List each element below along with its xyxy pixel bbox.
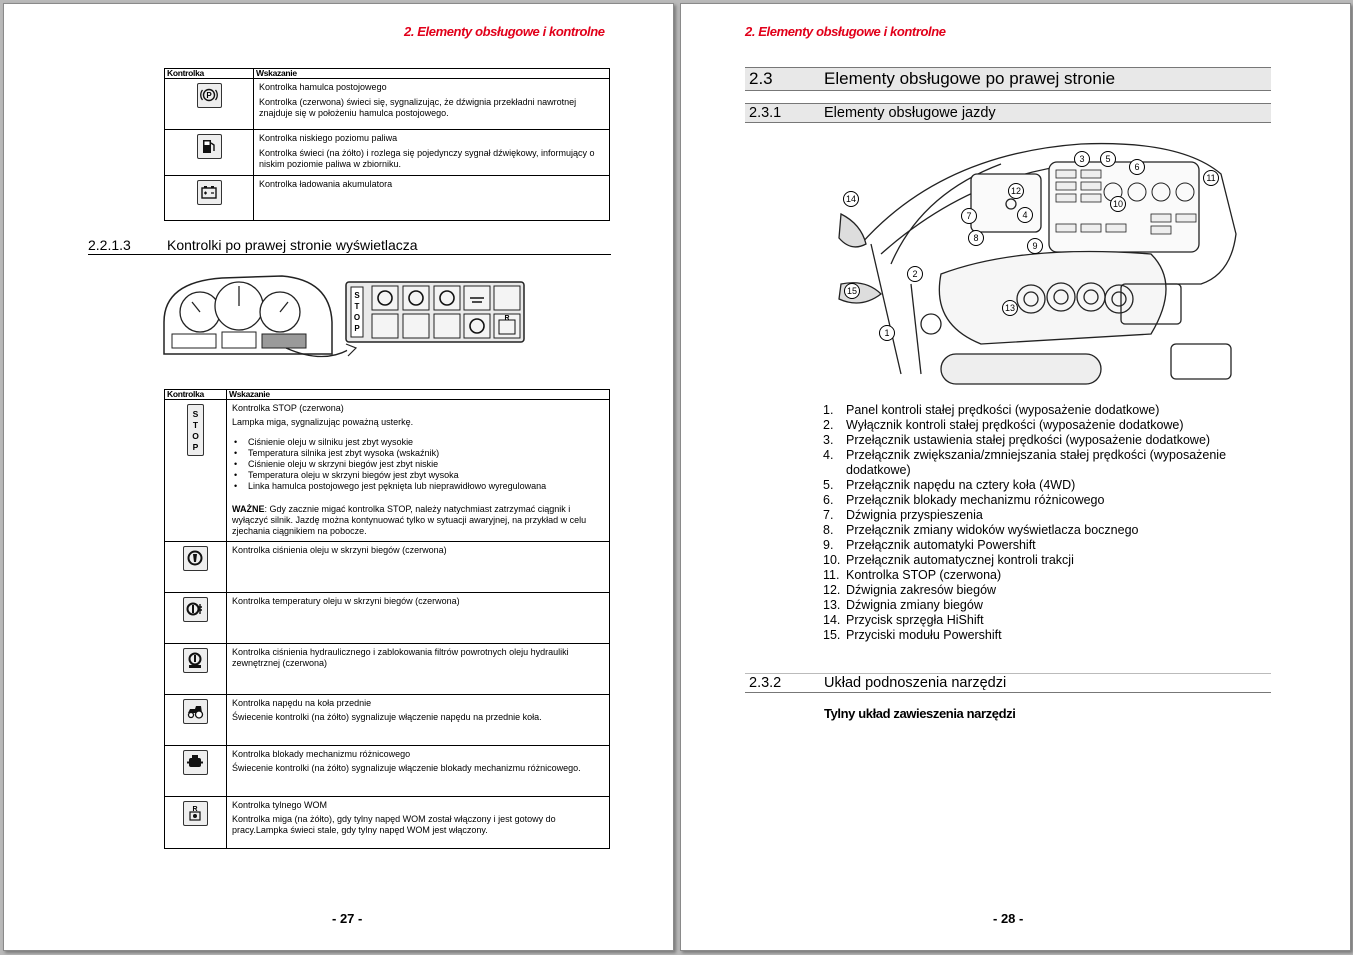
row-text: Świecenie kontrolki (na żółto) sygnalizuje włączenie napędu na przednie koła.: [232, 712, 542, 722]
parking-brake-icon: [197, 83, 222, 108]
section-title: Elementy obsługowe po prawej stronie: [824, 69, 1116, 88]
page-number: - 28 -: [993, 911, 1024, 926]
warning-text: : Gdy zacznie migać kontrolka STOP, należy natychmiast zatrzymać ciągnik i wyłączyć silnik. Jazdę można kontynuować tylko w sytuacji awaryjnej, na przykład w celu zjechania ciągnikiem na pobocze.: [232, 504, 587, 536]
row-text: Świecenie kontrolki (na żółto) sygnalizuje włączenie blokady mechanizmu różnicowego.: [232, 763, 581, 773]
callout-12: 12: [1008, 183, 1024, 199]
section-number: 2.2.1.3: [88, 237, 131, 253]
row-text: Kontrolka świeci (na żółto) i rozlega się pojedynczy sygnał dźwiękowy, informujący o niskim poziomie paliwa w zbiorniku.: [259, 148, 595, 169]
dashboard-display-figure: [162, 272, 526, 362]
section-title: Układ podnoszenia narzędzi: [824, 675, 1007, 691]
table-header-kontrolka: Kontrolka: [165, 69, 254, 79]
row-title: Kontrolka temperatury oleju w skrzyni biegów (czerwona): [232, 596, 460, 606]
table-row: [165, 79, 610, 130]
callout-5: 5: [1100, 151, 1116, 167]
list-item: 5. Przełącznik napędu na cztery koła (4WD): [823, 478, 1076, 492]
table-row: [165, 644, 610, 695]
stop-letter: P: [192, 442, 199, 452]
list-item: 15. Przyciski modułu Powershift: [823, 628, 1002, 642]
warning-lights-table-2: [164, 389, 610, 849]
list-item: 12. Dźwignia zakresów biegów: [823, 583, 997, 597]
right-page-header: 2. Elementy obsługowe i kontrolne: [745, 24, 946, 39]
cab-controls-drawing: [821, 134, 1251, 394]
list-item: 14. Przycisk sprzęgła HiShift: [823, 613, 984, 627]
figure-stop-letter: P: [354, 324, 360, 333]
list-item: 13. Dźwignia zmiany biegów: [823, 598, 983, 612]
callout-14: 14: [843, 191, 859, 207]
figure-r-label: R: [504, 315, 510, 322]
section-heading-2-3: [745, 67, 1271, 91]
stop-letter: T: [192, 420, 199, 430]
list-item: 4. Przełącznik zwiększania/zmniejszania stałej prędkości (wyposażenie dodatkowe): [823, 448, 1227, 477]
row-title: Kontrolka ciśnienia hydraulicznego i zablokowania filtrów powrotnych oleju hydrauliki zewnętrznej (czerwona): [232, 647, 569, 668]
hydraulic-filter-icon: [183, 648, 208, 673]
list-item: 6. Przełącznik blokady mechanizmu różnicowego: [823, 493, 1105, 507]
list-item: • Temperatura oleju w skrzyni biegów jest zbyt wysoka: [232, 470, 604, 481]
row-title: Kontrolka ładowania akumulatora: [259, 179, 393, 189]
warning-label: WAŻNE: [232, 504, 265, 514]
list-item: • Ciśnienie oleju w silniku jest zbyt wysokie: [232, 437, 604, 448]
callout-6: 6: [1129, 159, 1145, 175]
table-row: [165, 695, 610, 746]
list-item: 1. Panel kontroli stałej prędkości (wyposażenie dodatkowe): [823, 403, 1160, 417]
callout-7: 7: [961, 208, 977, 224]
table-header-kontrolka: Kontrolka: [165, 390, 227, 400]
row-title: Kontrolka napędu na koła przednie: [232, 698, 372, 708]
section-heading-2-3-1: [745, 103, 1271, 123]
figure-stop-letter: O: [353, 313, 361, 322]
stop-letter: S: [192, 409, 199, 419]
controls-legend-list: [823, 403, 1233, 643]
subheading: Tylny układ zawieszenia narzędzi: [824, 706, 1016, 721]
transmission-oil-pressure-icon: [183, 546, 208, 571]
callout-4: 4: [1017, 207, 1033, 223]
section-heading-2-3-2: [745, 673, 1271, 693]
list-item: • Ciśnienie oleju w skrzyni biegów jest zbyt niskie: [232, 459, 604, 470]
row-title: Kontrolka niskiego poziomu paliwa: [259, 133, 398, 143]
callout-13: 13: [1002, 300, 1018, 316]
list-item: • Linka hamulca postojowego jest pęknięta lub nieprawidłowo wyregulowana: [232, 481, 604, 492]
callout-11: 11: [1203, 170, 1219, 186]
table-row: [165, 797, 610, 849]
callout-8: 8: [968, 230, 984, 246]
row-title: Kontrolka tylnego WOM: [232, 800, 328, 810]
row-text: Kontrolka miga (na żółto), gdy tylny napęd WOM został włączony i jest gotowy do pracy.Lampka świeci stale, gdy tylny napęd WOM jest włączony.: [232, 814, 556, 835]
stop-conditions-list: [232, 437, 604, 492]
table-header-wskazanie: Wskazanie: [254, 69, 610, 79]
right-page: [680, 3, 1351, 951]
list-item: 10. Przełącznik automatycznej kontroli trakcji: [823, 553, 1074, 567]
section-number: 2.3.1: [749, 105, 782, 121]
rear-pto-icon: [183, 801, 208, 826]
row-text: Kontrolka (czerwona) świeci się, sygnalizując, że dźwignia przekładni nawrotnej znajduje się w położeniu hamulca postojowego.: [259, 97, 577, 118]
fuel-pump-icon: [197, 134, 222, 159]
list-item: 3. Przełącznik ustawienia stałej prędkości (wyposażenie dodatkowe): [823, 433, 1211, 447]
left-page-header: 2. Elementy obsługowe i kontrolne: [404, 24, 605, 39]
section-number: 2.3: [749, 69, 773, 88]
table-header-wskazanie: Wskazanie: [227, 390, 610, 400]
section-title: Kontrolki po prawej stronie wyświetlacza: [167, 237, 418, 253]
callout-3: 3: [1074, 151, 1090, 167]
list-item: 8. Przełącznik zmiany widoków wyświetlacza bocznego: [823, 523, 1139, 537]
stop-letter: O: [192, 431, 199, 441]
table-row: [165, 746, 610, 797]
section-number: 2.3.2: [749, 675, 782, 691]
table-row: [165, 130, 610, 176]
svg-text:R: R: [192, 806, 198, 813]
figure-stop-letter: S: [354, 291, 360, 300]
transmission-oil-temperature-icon: [183, 597, 208, 622]
row-title: Kontrolka blokady mechanizmu różnicowego: [232, 749, 411, 759]
table-row: [165, 176, 610, 221]
table-row: [165, 593, 610, 644]
callout-1: 1: [879, 325, 895, 341]
figure-stop-letter: T: [354, 302, 360, 311]
stop-warning-icon: [187, 404, 204, 456]
row-title: Kontrolka ciśnienia oleju w skrzyni biegów (czerwona): [232, 545, 447, 555]
section-heading-2-2-1-3: [88, 237, 611, 255]
battery-icon: [197, 180, 222, 205]
warning-lights-table-1: [164, 68, 610, 221]
differential-lock-icon: [183, 750, 208, 775]
callout-10: 10: [1110, 196, 1126, 212]
list-item: 7. Dźwignia przyspieszenia: [823, 508, 983, 522]
callout-15: 15: [844, 283, 860, 299]
warning-note: [232, 504, 604, 537]
row-lead: Lampka miga, sygnalizując poważną usterkę.: [232, 417, 414, 427]
front-axle-drive-icon: [183, 699, 208, 724]
list-item: 2. Wyłącznik kontroli stałej prędkości (wyposażenie dodatkowe): [823, 418, 1184, 432]
list-item: 9. Przełącznik automatyki Powershift: [823, 538, 1036, 552]
callout-2: 2: [907, 266, 923, 282]
left-page: [3, 3, 674, 951]
row-title: Kontrolka hamulca postojowego: [259, 82, 387, 92]
list-item: • Temperatura silnika jest zbyt wysoka (wskaźnik): [232, 448, 604, 459]
table-row-stop: [165, 400, 610, 542]
table-row: [165, 542, 610, 593]
list-item: 11. Kontrolka STOP (czerwona): [823, 568, 1002, 582]
section-title: Elementy obsługowe jazdy: [824, 105, 996, 121]
cab-controls-diagram: [821, 134, 1251, 394]
page-number: - 27 -: [332, 911, 363, 926]
svg-text:P: P: [205, 91, 212, 100]
callout-9: 9: [1027, 238, 1043, 254]
row-title: Kontrolka STOP (czerwona): [232, 403, 344, 413]
